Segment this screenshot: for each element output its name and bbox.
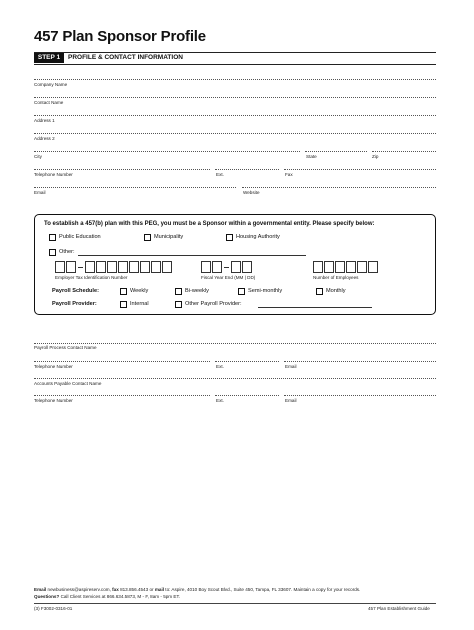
website-label: Website [243,190,260,195]
municipality-label: Municipality [154,234,184,240]
ap-email-label: Email [285,398,297,403]
payroll-telephone-field[interactable] [34,361,210,362]
fax-field[interactable] [284,169,436,170]
weekly-label: Weekly [130,288,149,294]
fax-label: Fax [285,172,293,177]
payroll-provider-label: Payroll Provider: [52,301,97,307]
monthly-checkbox[interactable] [316,288,323,295]
footer-questions-line [34,594,180,599]
zip-label: Zip [372,154,379,159]
other-provider-field[interactable] [258,307,372,308]
payroll-email-label: Email [285,364,297,369]
footer-mail-label: mail [154,587,165,592]
address2-label: Address 2 [34,136,55,141]
telephone-label: Telephone Number [34,172,73,177]
semimonthly-label: Semi-monthly [248,288,283,294]
city-label: City [34,154,42,159]
municipality-checkbox[interactable] [144,234,151,241]
state-label: State [306,154,317,159]
ap-telephone-field[interactable] [34,395,210,396]
contact-name-field[interactable] [34,97,436,98]
footer-questions: Call Client Services at 866.634.5873, M - F, 8am - 5pm ET. [60,594,181,599]
footer-submit-line [34,587,360,592]
address1-label: Address 1 [34,118,55,123]
form-code: (3) F3002-0316-01 [34,606,73,611]
ap-contact-name-field[interactable] [34,378,436,379]
other-provider-label: Other Payroll Provider: [185,301,242,307]
guide-name: 457 Plan Establishment Guide [368,606,430,611]
housing-authority-checkbox[interactable] [226,234,233,241]
ap-contact-name-label: Accounts Payable Contact Name [34,381,102,386]
ap-ext-label: Ext. [216,398,224,403]
payroll-schedule-label: Payroll Schedule: [52,288,99,294]
other-sponsor-field[interactable] [78,255,306,256]
address1-field[interactable] [34,115,436,116]
housing-authority-label: Housing Authority [236,234,280,240]
biweekly-checkbox[interactable] [175,288,182,295]
telephone-field[interactable] [34,169,210,170]
ap-email-field[interactable] [284,395,436,396]
payroll-telephone-label: Telephone Number [34,364,73,369]
address2-field[interactable] [34,133,436,134]
internal-label: Internal [130,301,149,307]
internal-checkbox[interactable] [120,301,127,308]
email-field[interactable] [34,187,236,188]
other-provider-checkbox[interactable] [175,301,182,308]
footer-email-label: Email [34,587,47,592]
zip-field[interactable] [372,151,436,152]
footer-divider [34,603,436,604]
footer-fax-label: fax [112,587,119,592]
email-label: Email [34,190,46,195]
employees-label: Number of Employees [313,275,359,280]
contact-name-label: Contact Name [34,100,64,105]
sponsor-box-heading: To establish a 457(b) plan with this PEG, you must be a Sponsor within a governmental entity. Please specify below: [44,221,375,227]
footer-fax: 813.856.4543 or [120,587,154,592]
other-sponsor-checkbox[interactable] [49,249,56,256]
step-title: PROFILE & CONTACT INFORMATION [68,54,183,61]
footer-email[interactable]: newbusiness@aspireserv.com, [47,587,111,592]
step-number: STEP 1 [34,53,64,63]
city-field[interactable] [34,151,300,152]
company-name-field[interactable] [34,79,436,80]
footer-mail: to: Aspire, 4010 Boy Scout Blvd., Suite 450, Tampa, FL 33607. Maintain a copy for your records. [165,587,361,592]
ein-label: Employer Tax Identification Number [55,275,128,280]
payroll-email-field[interactable] [284,361,436,362]
public-education-label: Public Education [59,234,101,240]
ext-label: Ext. [216,172,224,177]
payroll-ext-label: Ext. [216,364,224,369]
payroll-ext-field[interactable] [215,361,279,362]
public-education-checkbox[interactable] [49,234,56,241]
biweekly-label: Bi-weekly [185,288,209,294]
ap-telephone-label: Telephone Number [34,398,73,403]
website-field[interactable] [242,187,436,188]
company-name-label: Company Name [34,82,68,87]
weekly-checkbox[interactable] [120,288,127,295]
ext-field[interactable] [215,169,279,170]
ap-ext-field[interactable] [215,395,279,396]
payroll-contact-name-label: Payroll Process Contact Name [34,345,97,350]
page-title: 457 Plan Sponsor Profile [34,28,206,45]
semimonthly-checkbox[interactable] [238,288,245,295]
footer-questions-label: Questions? [34,594,60,599]
fiscal-year-end-label: Fiscal Year End (MM | DD) [201,275,256,280]
other-sponsor-label: Other: [59,249,75,255]
state-field[interactable] [305,151,367,152]
payroll-contact-name-field[interactable] [34,343,436,344]
monthly-label: Monthly [326,288,346,294]
